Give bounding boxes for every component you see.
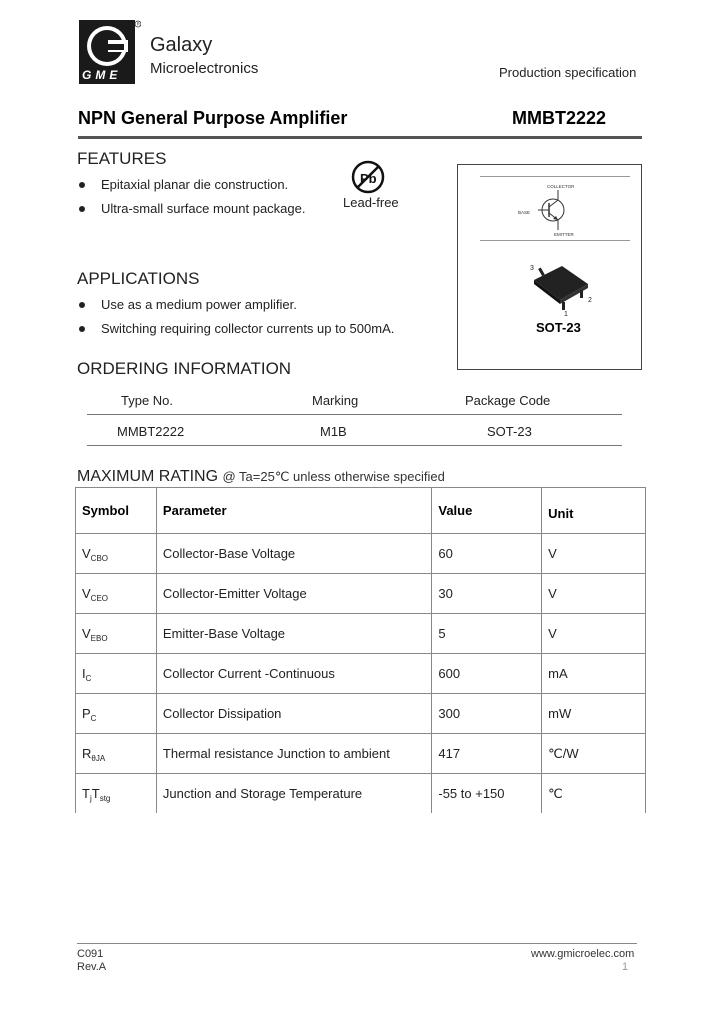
title-divider (78, 136, 642, 139)
parameter-cell: Thermal resistance Junction to ambient (156, 734, 431, 774)
unit-cell: ℃/W (542, 734, 646, 774)
page-number: 1 (622, 961, 629, 973)
lead-free-label: Lead-free (343, 195, 399, 210)
pin-number: 3 (530, 265, 534, 272)
table-row (76, 574, 646, 614)
footer-divider (77, 943, 637, 944)
value-cell: 30 (432, 574, 542, 614)
ordering-marking-value: M1B (320, 424, 347, 439)
value-cell: 600 (432, 654, 542, 694)
company-name: Galaxy (150, 34, 213, 56)
feature-item: Ultra-small surface mount package. (79, 201, 305, 216)
transistor-schematic-icon (510, 180, 600, 238)
parameter-cell: Collector-Base Voltage (156, 534, 431, 574)
unit-cell: mW (542, 694, 646, 734)
bullet-icon (79, 182, 85, 188)
features-heading: FEATURES (77, 149, 167, 168)
ordering-col-marking: Marking (312, 393, 359, 408)
unit-cell: V (542, 574, 646, 614)
feature-item: Epitaxial planar die construction. (79, 177, 288, 192)
unit-cell: V (542, 534, 646, 574)
col-value: Value (432, 488, 542, 534)
revision: Rev.A (77, 961, 107, 973)
symbol-cell: $T_jT_{stg}$ (76, 774, 157, 814)
lead-symbol: Pb (360, 171, 377, 186)
unit-cell: ℃ (542, 774, 646, 814)
parameter-cell: Collector-Emitter Voltage (156, 574, 431, 614)
value-cell: -55 to +150 (432, 774, 542, 814)
bullet-icon (79, 326, 85, 332)
sot23-package-icon (522, 258, 602, 316)
col-unit: Unit (542, 488, 646, 534)
ratings-table (75, 487, 646, 813)
divider (87, 414, 622, 415)
document-code: C091 (77, 948, 104, 960)
table-row (76, 734, 646, 774)
part-number: MMBT2222 (512, 108, 607, 128)
ordering-col-package: Package Code (465, 393, 551, 408)
value-cell: 300 (432, 694, 542, 734)
ordering-type-value: MMBT2222 (117, 424, 185, 439)
pin-emitter-label: EMITTER (554, 232, 574, 237)
divider (480, 240, 630, 241)
unit-cell: V (542, 614, 646, 654)
pin-base-label: BASE (518, 210, 531, 215)
bullet-icon (79, 206, 85, 212)
package-label: SOT-23 (536, 320, 581, 335)
svg-text:R: R (136, 21, 140, 27)
pin-number: 1 (564, 311, 568, 316)
table-header-row (76, 488, 646, 534)
parameter-cell: Collector Dissipation (156, 694, 431, 734)
value-cell: 60 (432, 534, 542, 574)
parameter-cell: Junction and Storage Temperature (156, 774, 431, 814)
lead-free-icon (351, 160, 385, 194)
pin-collector-label: COLLECTOR (547, 184, 575, 189)
ordering-heading: ORDERING INFORMATION (77, 359, 292, 378)
symbol-cell: $R_{\theta JA}$ (76, 734, 157, 774)
symbol-cell: $I_C$ (76, 654, 157, 694)
pin-number: 2 (588, 297, 592, 304)
col-symbol: Symbol (76, 488, 157, 534)
col-parameter: Parameter (156, 488, 431, 534)
website-link[interactable]: www.gmicroelec.com (531, 948, 635, 960)
applications-heading: APPLICATIONS (77, 269, 200, 288)
device-description: NPN General Purpose Amplifier (78, 108, 348, 128)
symbol-cell: $P_C$ (76, 694, 157, 734)
table-row (76, 694, 646, 734)
divider (480, 176, 630, 177)
table-row (76, 654, 646, 694)
ratings-title (77, 468, 445, 486)
logo-letters: GME (82, 68, 122, 82)
ratings-heading: MAXIMUM RATING (77, 468, 219, 485)
symbol-cell: $V_{CBO}$ (76, 534, 157, 574)
symbol-cell: $V_{CEO}$ (76, 574, 157, 614)
table-row (76, 534, 646, 574)
unit-cell: mA (542, 654, 646, 694)
ordering-package-value: SOT-23 (487, 424, 532, 439)
symbol-cell: $V_{EBO}$ (76, 614, 157, 654)
value-cell: 417 (432, 734, 542, 774)
table-row (76, 614, 646, 654)
divider (87, 445, 622, 446)
ratings-condition: @ Ta=25℃ unless otherwise specified (222, 469, 445, 484)
application-item: Switching requiring collector currents up to 500mA. (79, 321, 394, 336)
parameter-cell: Emitter-Base Voltage (156, 614, 431, 654)
company-division: Microelectronics (150, 60, 259, 77)
bullet-icon (79, 302, 85, 308)
ordering-col-type: Type No. (121, 393, 174, 408)
table-row (76, 774, 646, 814)
parameter-cell: Collector Current -Continuous (156, 654, 431, 694)
spec-status: Production specification (499, 65, 637, 80)
application-item: Use as a medium power amplifier. (79, 297, 297, 312)
value-cell: 5 (432, 614, 542, 654)
